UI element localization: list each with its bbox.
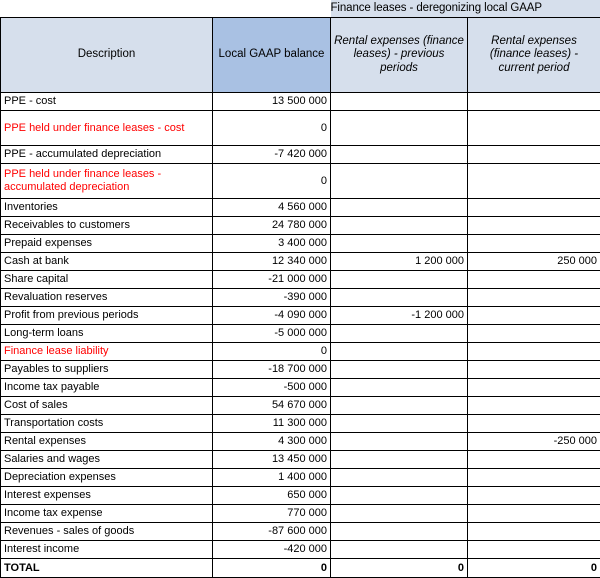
- cell-local-gaap-balance[interactable]: -21 000 000: [213, 271, 331, 289]
- table-row: [1, 541, 600, 559]
- cell-description[interactable]: PPE held under finance leases - cost: [1, 111, 213, 146]
- table-row: [1, 469, 600, 487]
- cell-local-gaap-balance[interactable]: 12 340 000: [213, 253, 331, 271]
- banner-spacer-description: [1, 0, 213, 18]
- cell-rental-expenses-current-period[interactable]: [468, 505, 600, 523]
- cell-description[interactable]: Rental expenses: [1, 433, 213, 451]
- cell-local-gaap-balance[interactable]: 4 560 000: [213, 199, 331, 217]
- cell-local-gaap-balance[interactable]: 24 780 000: [213, 217, 331, 235]
- banner-spacer-local-gaap: [213, 0, 331, 18]
- cell-rental-expenses-previous-periods[interactable]: [331, 487, 468, 505]
- cell-local-gaap-balance[interactable]: -420 000: [213, 541, 331, 559]
- cell-rental-expenses-previous-periods[interactable]: [331, 343, 468, 361]
- cell-description[interactable]: Share capital: [1, 271, 213, 289]
- cell-rental-expenses-previous-periods[interactable]: [331, 433, 468, 451]
- cell-rental-expenses-current-period[interactable]: [468, 271, 600, 289]
- cell-local-gaap-balance[interactable]: 54 670 000: [213, 397, 331, 415]
- cell-rental-expenses-previous-periods[interactable]: [331, 505, 468, 523]
- table-header: [1, 0, 600, 93]
- cell-rental-expenses-previous-periods[interactable]: [331, 397, 468, 415]
- cell-total-local-gaap-balance: 0: [213, 559, 331, 578]
- cell-rental-expenses-current-period[interactable]: [468, 469, 600, 487]
- table-row: [1, 235, 600, 253]
- cell-description[interactable]: PPE - cost: [1, 93, 213, 111]
- cell-description[interactable]: Transportation costs: [1, 415, 213, 433]
- cell-rental-expenses-current-period[interactable]: [468, 379, 600, 397]
- cell-local-gaap-balance[interactable]: -5 000 000: [213, 325, 331, 343]
- cell-rental-expenses-previous-periods[interactable]: [331, 541, 468, 559]
- table-row: [1, 361, 600, 379]
- cell-local-gaap-balance[interactable]: -500 000: [213, 379, 331, 397]
- cell-description[interactable]: Interest income: [1, 541, 213, 559]
- cell-description[interactable]: Finance lease liability: [1, 343, 213, 361]
- table-row: [1, 93, 600, 111]
- cell-rental-expenses-current-period[interactable]: [468, 307, 600, 325]
- cell-rental-expenses-previous-periods[interactable]: [331, 361, 468, 379]
- cell-local-gaap-balance[interactable]: 4 300 000: [213, 433, 331, 451]
- cell-rental-expenses-current-period[interactable]: [468, 523, 600, 541]
- cell-local-gaap-balance[interactable]: 13 450 000: [213, 451, 331, 469]
- table-row: [1, 487, 600, 505]
- column-header-description[interactable]: Description: [1, 18, 213, 93]
- table-row: [1, 253, 600, 271]
- table-row: [1, 343, 600, 361]
- table-body: [1, 93, 600, 578]
- cell-rental-expenses-current-period[interactable]: [468, 541, 600, 559]
- cell-rental-expenses-current-period[interactable]: [468, 487, 600, 505]
- cell-rental-expenses-current-period[interactable]: -250 000: [468, 433, 600, 451]
- cell-rental-expenses-current-period[interactable]: [468, 415, 600, 433]
- cell-rental-expenses-previous-periods[interactable]: [331, 164, 468, 199]
- cell-description[interactable]: Prepaid expenses: [1, 235, 213, 253]
- cell-rental-expenses-previous-periods[interactable]: [331, 415, 468, 433]
- cell-description[interactable]: Payables to suppliers: [1, 361, 213, 379]
- cell-local-gaap-balance[interactable]: 0: [213, 111, 331, 146]
- column-header-rental-expenses-current-period[interactable]: Rental expenses (finance leases) - current period: [468, 18, 600, 93]
- column-header-row: [1, 18, 600, 93]
- cell-rental-expenses-previous-periods[interactable]: [331, 289, 468, 307]
- cell-rental-expenses-previous-periods[interactable]: [331, 325, 468, 343]
- cell-rental-expenses-current-period[interactable]: [468, 343, 600, 361]
- cell-rental-expenses-current-period[interactable]: [468, 289, 600, 307]
- cell-description[interactable]: Cash at bank: [1, 253, 213, 271]
- table-row: [1, 111, 600, 146]
- cell-description[interactable]: Interest expenses: [1, 487, 213, 505]
- cell-rental-expenses-previous-periods[interactable]: [331, 451, 468, 469]
- cell-rental-expenses-current-period[interactable]: [468, 93, 600, 111]
- table-row: [1, 379, 600, 397]
- table-row: [1, 433, 600, 451]
- table-row: [1, 523, 600, 541]
- table-row: [1, 199, 600, 217]
- banner-row: [1, 0, 600, 18]
- cell-description[interactable]: PPE - accumulated depreciation: [1, 146, 213, 164]
- cell-rental-expenses-current-period[interactable]: [468, 361, 600, 379]
- cell-description[interactable]: Revaluation reserves: [1, 289, 213, 307]
- cell-local-gaap-balance[interactable]: 1 400 000: [213, 469, 331, 487]
- cell-rental-expenses-previous-periods[interactable]: [331, 271, 468, 289]
- cell-rental-expenses-previous-periods[interactable]: [331, 469, 468, 487]
- cell-total-rental-expenses-current-period: 0: [468, 559, 600, 578]
- column-header-local-gaap-balance[interactable]: Local GAAP balance: [213, 18, 331, 93]
- cell-total-rental-expenses-previous-periods: 0: [331, 559, 468, 578]
- cell-rental-expenses-previous-periods[interactable]: -1 200 000: [331, 307, 468, 325]
- cell-local-gaap-balance[interactable]: 11 300 000: [213, 415, 331, 433]
- cell-local-gaap-balance[interactable]: 770 000: [213, 505, 331, 523]
- table-row: [1, 146, 600, 164]
- cell-total-label: TOTAL: [1, 559, 213, 578]
- cell-description[interactable]: Profit from previous periods: [1, 307, 213, 325]
- cell-local-gaap-balance[interactable]: 650 000: [213, 487, 331, 505]
- cell-description[interactable]: Salaries and wages: [1, 451, 213, 469]
- cell-rental-expenses-current-period[interactable]: [468, 325, 600, 343]
- cell-description[interactable]: Inventories: [1, 199, 213, 217]
- cell-local-gaap-balance[interactable]: 3 400 000: [213, 235, 331, 253]
- cell-rental-expenses-previous-periods[interactable]: [331, 199, 468, 217]
- cell-rental-expenses-current-period[interactable]: [468, 164, 600, 199]
- cell-description[interactable]: Income tax expense: [1, 505, 213, 523]
- cell-local-gaap-balance[interactable]: -4 090 000: [213, 307, 331, 325]
- table-row: [1, 505, 600, 523]
- table-row: [1, 415, 600, 433]
- cell-rental-expenses-current-period[interactable]: [468, 146, 600, 164]
- table-row: [1, 325, 600, 343]
- cell-local-gaap-balance[interactable]: -7 420 000: [213, 146, 331, 164]
- cell-local-gaap-balance[interactable]: -87 600 000: [213, 523, 331, 541]
- cell-rental-expenses-current-period[interactable]: [468, 451, 600, 469]
- cell-description[interactable]: Depreciation expenses: [1, 469, 213, 487]
- cell-description[interactable]: Cost of sales: [1, 397, 213, 415]
- cell-rental-expenses-previous-periods[interactable]: [331, 111, 468, 146]
- cell-rental-expenses-current-period[interactable]: [468, 199, 600, 217]
- table-row: [1, 217, 600, 235]
- cell-local-gaap-balance[interactable]: -390 000: [213, 289, 331, 307]
- cell-rental-expenses-previous-periods[interactable]: [331, 235, 468, 253]
- cell-rental-expenses-current-period[interactable]: [468, 397, 600, 415]
- cell-description[interactable]: Revenues - sales of goods: [1, 523, 213, 541]
- cell-local-gaap-balance[interactable]: 0: [213, 164, 331, 199]
- cell-local-gaap-balance[interactable]: 13 500 000: [213, 93, 331, 111]
- finance-leases-banner-label: Finance leases - deregonizing local GAAP: [331, 0, 600, 18]
- cell-rental-expenses-current-period[interactable]: 250 000: [468, 253, 600, 271]
- cell-rental-expenses-previous-periods[interactable]: [331, 217, 468, 235]
- cell-local-gaap-balance[interactable]: -18 700 000: [213, 361, 331, 379]
- cell-description[interactable]: Income tax payable: [1, 379, 213, 397]
- table-row: [1, 164, 600, 199]
- cell-rental-expenses-previous-periods[interactable]: 1 200 000: [331, 253, 468, 271]
- cell-rental-expenses-previous-periods[interactable]: [331, 93, 468, 111]
- table-row: [1, 307, 600, 325]
- cell-rental-expenses-current-period[interactable]: [468, 111, 600, 146]
- cell-rental-expenses-previous-periods[interactable]: [331, 523, 468, 541]
- cell-rental-expenses-previous-periods[interactable]: [331, 146, 468, 164]
- table-row: [1, 289, 600, 307]
- table-total-row: [1, 559, 600, 578]
- cell-rental-expenses-current-period[interactable]: [468, 217, 600, 235]
- table-row: [1, 271, 600, 289]
- cell-description[interactable]: PPE held under finance leases - accumulated depreciation: [1, 164, 213, 199]
- cell-rental-expenses-current-period[interactable]: [468, 235, 600, 253]
- cell-rental-expenses-previous-periods[interactable]: [331, 379, 468, 397]
- cell-description[interactable]: Long-term loans: [1, 325, 213, 343]
- cell-local-gaap-balance[interactable]: 0: [213, 343, 331, 361]
- cell-description[interactable]: Receivables to customers: [1, 217, 213, 235]
- table-row: [1, 451, 600, 469]
- table-row: [1, 397, 600, 415]
- column-header-rental-expenses-previous-periods[interactable]: Rental expenses (finance leases) - previous periods: [331, 18, 468, 93]
